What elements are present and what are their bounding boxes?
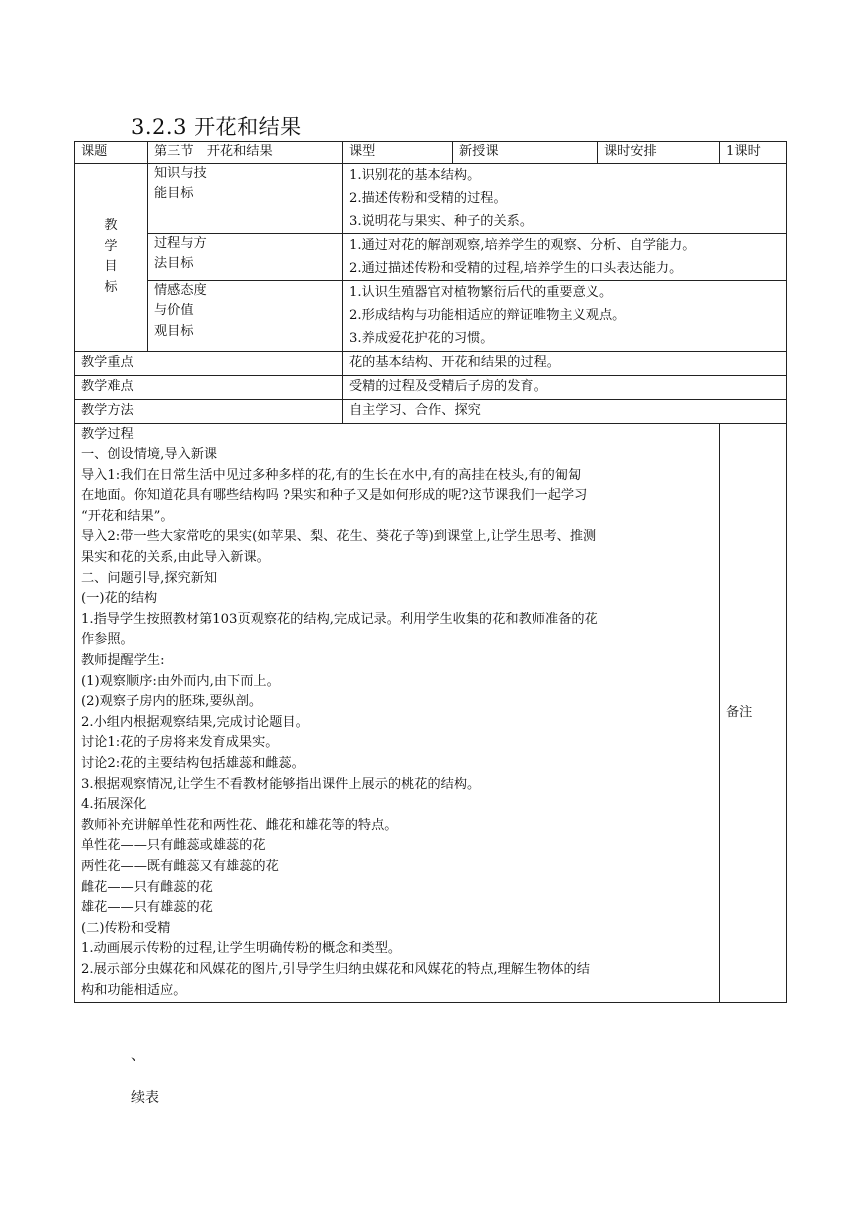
process-line: 雄花——只有雄蕊的花: [81, 900, 213, 916]
process-line: (一)花的结构: [81, 591, 158, 607]
schedule-value: 1课时: [720, 142, 787, 164]
remark-label: 备注: [720, 423, 787, 1003]
process-line: 4.拓展深化: [81, 797, 147, 813]
process-line: 教师补充讲解单性花和两性花、雌花和雄花等的特点。: [81, 817, 398, 833]
process-line: 1.指导学生按照教材第103页观察花的结构,完成记录。利用学生收集的花和教师准备的花: [81, 611, 598, 627]
teaching-process: [75, 423, 720, 1003]
objective-row-knowledge: [75, 163, 787, 233]
process-line: 讨论1:花的子房将来发育成果实。: [81, 735, 279, 751]
process-line: 导入2:带一些大家常吃的果实(如苹果、梨、花生、葵花子等)到课堂上,让学生思考、推测: [81, 529, 597, 545]
course-value: 第三节 开花和结果: [148, 142, 343, 164]
process-line: 雌花——只有雌蕊的花: [81, 879, 213, 895]
process-line: 果实和花的关系,由此导入新课。: [81, 550, 270, 566]
process-line: 二、问题引导,探究新知: [81, 570, 218, 586]
process-line: 教学过程: [81, 426, 134, 442]
list-item: 2.通过描述传粉和受精的过程,培养学生的口头表达能力。: [349, 260, 683, 276]
process-row: [75, 423, 787, 1003]
process-line: 单性花——只有雌蕊或雄蕊的花: [81, 838, 266, 854]
note-mark: 、: [131, 1048, 145, 1064]
type-value: 新授课: [453, 142, 598, 164]
page-title: 3.2.3 开花和结果: [131, 115, 302, 139]
process-line: 讨论2:花的主要结构包括雄蕊和雌蕊。: [81, 756, 305, 771]
process-line: 作参照。: [81, 632, 134, 648]
process-line: “开花和结果”。: [81, 508, 174, 524]
difficulty-row: [75, 375, 787, 399]
continue-label: 续表: [131, 1090, 159, 1106]
key-point-label: 教学重点: [75, 351, 343, 375]
key-point-row: [75, 351, 787, 375]
process-line: 2.展示部分虫媒花和风媒花的图片,引导学生归纳虫媒花和风媒花的特点,理解生物体的结: [81, 961, 590, 977]
list-item: 1.通过对花的解剖观察,培养学生的观察、分析、自学能力。: [349, 237, 696, 253]
course-label: 课题: [75, 142, 148, 164]
process-line: (1)观察顺序:由外而内,由下而上。: [81, 673, 280, 689]
process-line: (二)传粉和受精: [81, 920, 171, 936]
process-line: 教师提醒学生:: [81, 653, 165, 669]
difficulty-label: 教学难点: [75, 375, 343, 399]
objective-row-process: [75, 233, 787, 280]
process-line: 3.根据观察情况,让学生不看教材能够指出课件上展示的桃花的结构。: [81, 776, 481, 792]
list-item: 3.养成爱花护花的习惯。: [349, 330, 494, 346]
emotion-objective-label: 情感态度 与价值 观目标: [148, 280, 343, 351]
lesson-plan-table: [74, 141, 787, 1003]
process-objective-label: 过程与方 法目标: [148, 233, 343, 280]
process-line: 在地面。你知道花具有哪些结构吗 ?果实和种子又是如何形成的呢?这节课我们一起学习: [81, 488, 588, 504]
method-row: [75, 399, 787, 423]
process-line: 一、创设情境,导入新课: [81, 447, 218, 463]
process-line: 构和功能相适应。: [81, 982, 187, 998]
list-item: 3.说明花与果实、种子的关系。: [349, 213, 534, 229]
process-line: 1.动画展示传粉的过程,让学生明确传粉的概念和类型。: [81, 941, 402, 957]
type-label: 课型: [343, 142, 453, 164]
emotion-objective-items: [343, 280, 787, 351]
knowledge-objective-label: 知识与技 能目标: [148, 163, 343, 233]
list-item: 1.识别花的基本结构。: [349, 167, 481, 183]
process-objective-items: [343, 233, 787, 280]
difficulty-value: 受精的过程及受精后子房的发育。: [343, 375, 787, 399]
process-line: (2)观察子房内的胚珠,要纵剖。: [81, 694, 263, 710]
method-label: 教学方法: [75, 399, 343, 423]
header-row: [75, 142, 787, 164]
schedule-label: 课时安排: [598, 142, 720, 164]
list-item: 2.形成结构与功能相适应的辩证唯物主义观点。: [349, 307, 626, 323]
process-line: 两性花——既有雌蕊又有雄蕊的花: [81, 858, 279, 874]
method-value: 自主学习、合作、探究: [343, 399, 787, 423]
process-line: 2.小组内根据观察结果,完成讨论题目。: [81, 714, 309, 730]
process-line: 导入1:我们在日常生活中见过多种多样的花,有的生长在水中,有的高挂在枝头,有的匍匐: [81, 467, 582, 483]
objective-row-emotion: [75, 280, 787, 351]
list-item: 2.描述传粉和受精的过程。: [349, 190, 507, 206]
key-point-value: 花的基本结构、开花和结果的过程。: [343, 351, 787, 375]
objectives-label: 教 学 目 标: [75, 163, 148, 351]
knowledge-objective-items: [343, 163, 787, 233]
list-item: 1.认识生殖器官对植物繁衍后代的重要意义。: [349, 284, 613, 300]
